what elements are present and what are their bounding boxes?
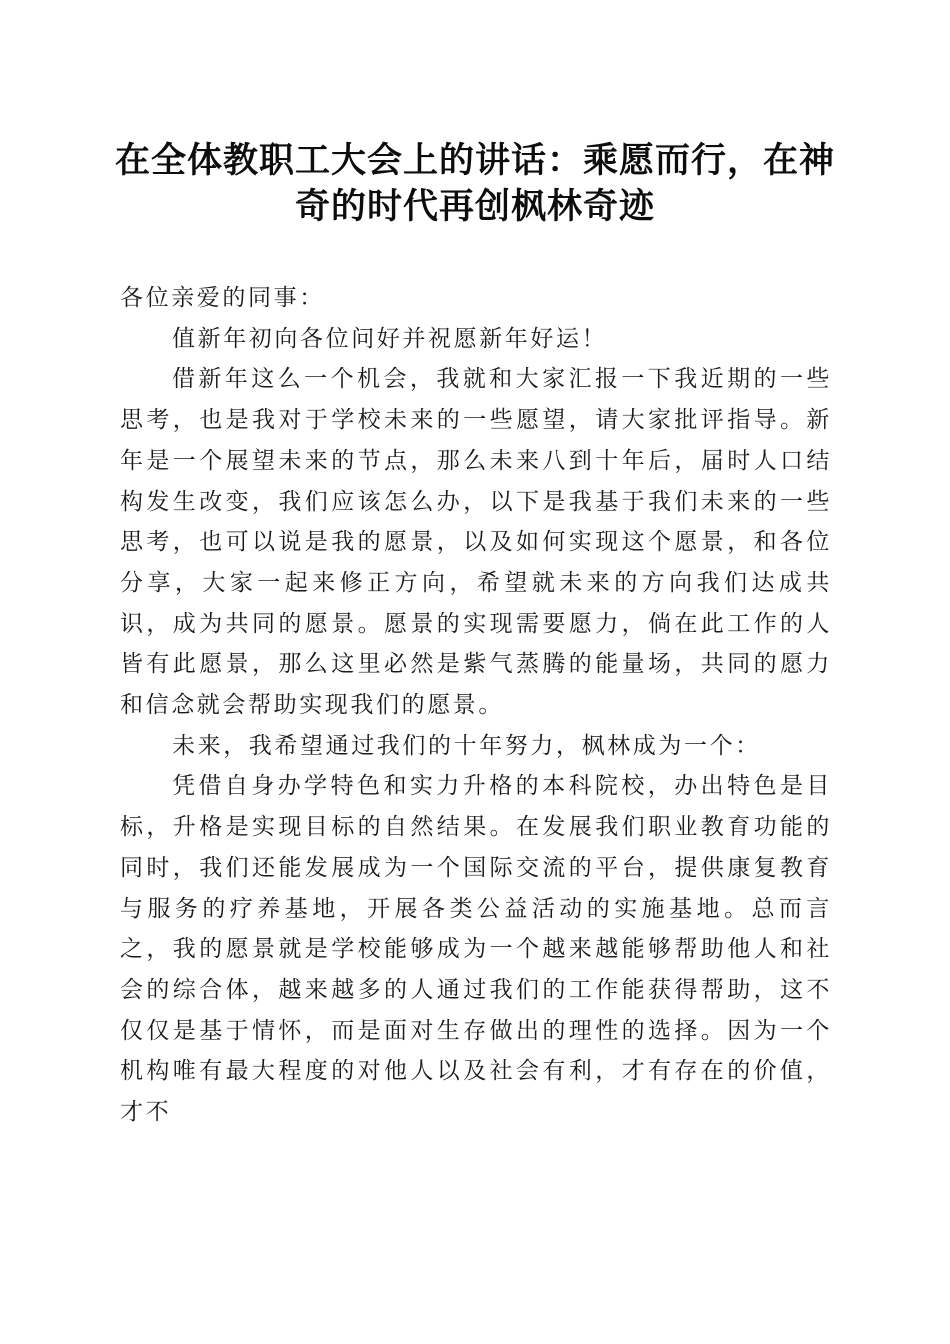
paragraph-vision: 凭借自身办学特色和实力升格的本科院校，办出特色是目标，升格是实现目标的自然结果。在发展我们职业教育功能的同时，我们还能发展成为一个国际交流的平台，提供康复教育与服务的疗养基地，开展各类公益活动的实施基地。总而言之，我的愿景就是学校能够成为一个越来越能够帮助他人和社会的综合体，越来越多的人通过我们的工作能获得帮助，这不仅仅是基于情怀，而是面对生存做出的理性的选择。因为一个机构唯有最大程度的对他人以及社会有利，才有存在的价值，才不 bbox=[120, 773, 832, 1126]
document-title bbox=[100, 138, 850, 230]
title-line-1: 在全体教职工大会上的讲话：乘愿而行，在神 bbox=[114, 140, 835, 181]
title-line-2: 奇的时代再创枫林奇迹 bbox=[294, 186, 655, 227]
paragraph-reflection: 借新年这么一个机会，我就和大家汇报一下我近期的一些思考，也是我对于学校未来的一些愿望，请大家批评指导。新年是一个展望未来的节点，那么未来八到十年后，届时人口结构发生改变，我们应该怎么办，以下是我基于我们未来的一些思考，也可以说是我的愿景，以及如何实现这个愿景，和各位分享，大家一起来修正方向，希望就未来的方向我们达成共识，成为共同的愿景。愿景的实现需要愿力，倘在此工作的人皆有此愿景，那么这里必然是紫气蒸腾的能量场，共同的愿力和信念就会帮助实现我们的愿景。 bbox=[120, 366, 832, 719]
document-body bbox=[120, 278, 832, 1133]
salutation: 各位亲爱的同事： bbox=[120, 285, 325, 311]
paragraph-future-intro: 未来，我希望通过我们的十年努力，枫林成为一个： bbox=[172, 732, 761, 759]
paragraph-greeting: 值新年初向各位问好并祝愿新年好运！ bbox=[172, 325, 608, 352]
